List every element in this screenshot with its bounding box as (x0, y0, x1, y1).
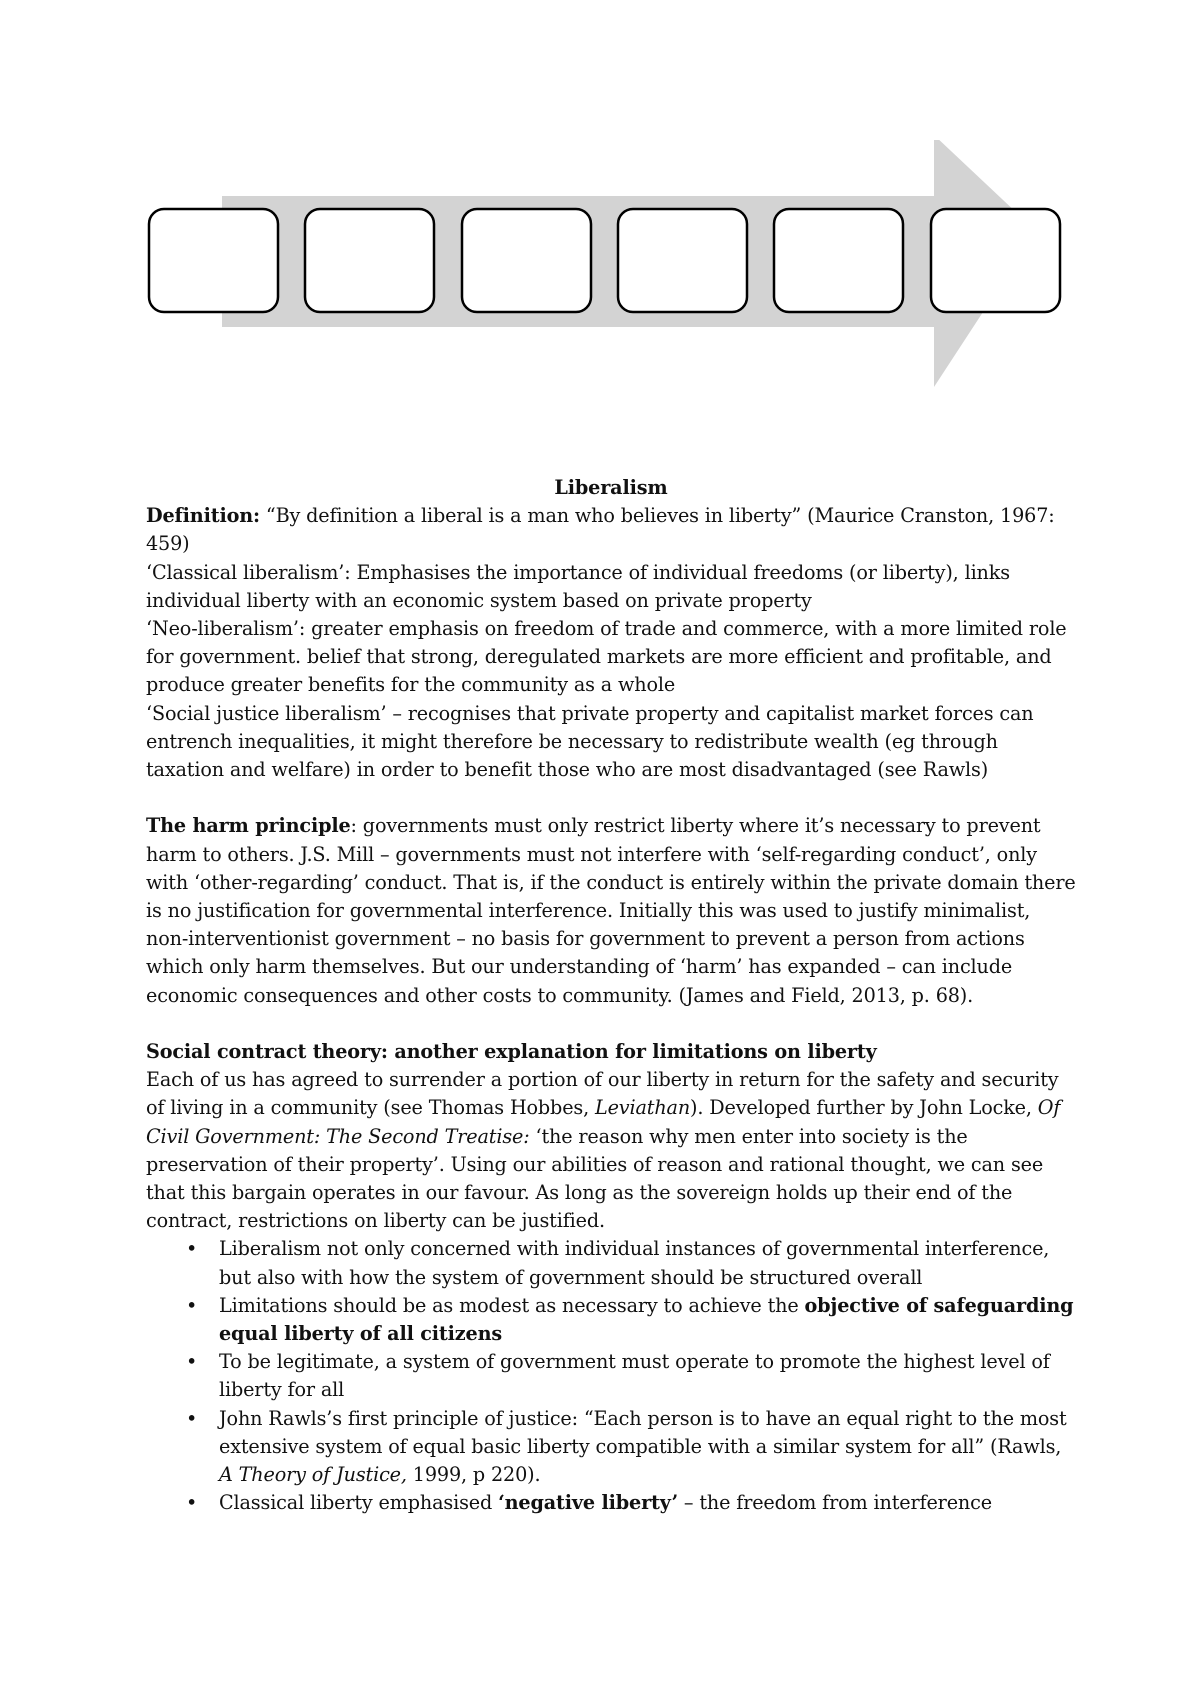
step-box-5 (774, 209, 903, 312)
process-arrow-svg (140, 140, 1160, 430)
harm-principle-label: The harm principle (146, 814, 351, 838)
social-contract-paragraph (146, 1066, 1076, 1235)
process-arrow-diagram (140, 140, 1160, 430)
step-box-2 (305, 209, 434, 312)
harm-principle-paragraph (146, 812, 1076, 1009)
step-box-4 (618, 209, 747, 312)
page-title: Liberalism (554, 476, 668, 499)
bullet-icon: • (186, 1491, 198, 1515)
list-item (146, 1489, 1076, 1517)
social-contract-text-2: ). Developed further by John Locke, (690, 1096, 1038, 1120)
social-contract-text-3: ‘the reason why men enter into society is the preservation of their property’. Using our abilities of reason and rational thought, we can see that this bargain operates in our favour. As long as the sovereign holds up their end of the contract, restrictions on liberty can be justified. (146, 1124, 1044, 1233)
second-treatise-title: Of Civil Government: The Second Treatise: (146, 1096, 1061, 1148)
list-item-text: – the freedom from interference (677, 1491, 992, 1515)
theory-of-justice-title: A Theory of Justice, (219, 1463, 407, 1487)
social-contract-text-1: Each of us has agreed to surrender a portion of our liberty in return for the safety and security of living in a community (see Thomas Hobbes, (146, 1068, 1059, 1120)
step-box-6 (931, 209, 1060, 312)
harm-principle-text: : governments must only restrict liberty where it’s necessary to prevent harm to others. J.S. Mill – governments must not interfere with ‘self-regarding conduct’, only with ‘other-regarding’ conduct. That is, if the conduct is entirely within the private domain there is no justification for governmental interference. Initially this was used to justify minimalist, non-interventionist government – no basis for government to prevent a person from actions which only harm themselves. But our understanding of ‘harm’ has expanded – can include economic consequences and other costs to community. (James and Field, 2013, p. 68). (146, 814, 1076, 1007)
list-item (146, 1405, 1076, 1490)
neo-liberalism-paragraph: ‘Neo-liberalism’: greater emphasis on freedom of trade and commerce, with a more limited role for government. belief that strong, deregulated markets are more efficient and profitable, and produce greater benefits for the community as a whole (146, 617, 1067, 697)
list-item-emphasis: ‘negative liberty’ (498, 1491, 678, 1515)
bullet-icon: • (186, 1406, 198, 1430)
social-justice-paragraph: ‘Social justice liberalism’ – recognises that private property and capitalist market forces can entrench inequalities, it might therefore be necessary to redistribute wealth (eg through taxation and welfare) in order to benefit those who are most disadvantaged (see Rawls) (146, 701, 1034, 782)
bullet-icon: • (186, 1293, 198, 1317)
classical-liberalism-paragraph: ‘Classical liberalism’: Emphasises the importance of individual freedoms (or liberty), links individual liberty with an economic system based on private property (146, 560, 1010, 612)
bullet-icon: • (186, 1350, 198, 1374)
list-item-text: Classical liberty emphasised (219, 1491, 499, 1515)
definition-text: “By definition a liberal is a man who believes in liberty” (Maurice Cranston, 1967: 459) (146, 504, 1055, 556)
list-item-text: Limitations should be as modest as necessary to achieve the (219, 1293, 805, 1317)
list-item (146, 1235, 1076, 1291)
step-box-1 (149, 209, 278, 312)
list-item-text: John Rawls’s first principle of justice: “Each person is to have an equal right to the most extensive system of equal basic liberty compatible with a similar system for all” (Rawls, (219, 1406, 1067, 1458)
list-item-text: 1999, p 220). (406, 1463, 541, 1487)
leviathan-title: Leviathan (595, 1096, 691, 1120)
document-body (146, 474, 1076, 1517)
bullet-icon: • (186, 1237, 198, 1261)
social-contract-heading-text: Social contract theory: another explanation for limitations on liberty (146, 1040, 877, 1064)
spacer (146, 1010, 1076, 1038)
social-contract-heading (146, 1038, 1076, 1066)
step-box-3 (462, 209, 591, 312)
list-item-text: Liberalism not only concerned with individual instances of governmental interference, but also with how the system of government should be structured overall (219, 1237, 1050, 1289)
spacer (146, 784, 1076, 812)
list-item (146, 1348, 1076, 1404)
list-item (146, 1292, 1076, 1348)
definition-label: Definition: (146, 504, 260, 528)
list-item-emphasis: objective of safeguarding equal liberty of all citizens (219, 1293, 1074, 1346)
definition-paragraph (146, 502, 1076, 558)
list-item-text: To be legitimate, a system of government must operate to promote the highest level of liberty for all (219, 1350, 1050, 1402)
bullet-list (146, 1235, 1076, 1517)
